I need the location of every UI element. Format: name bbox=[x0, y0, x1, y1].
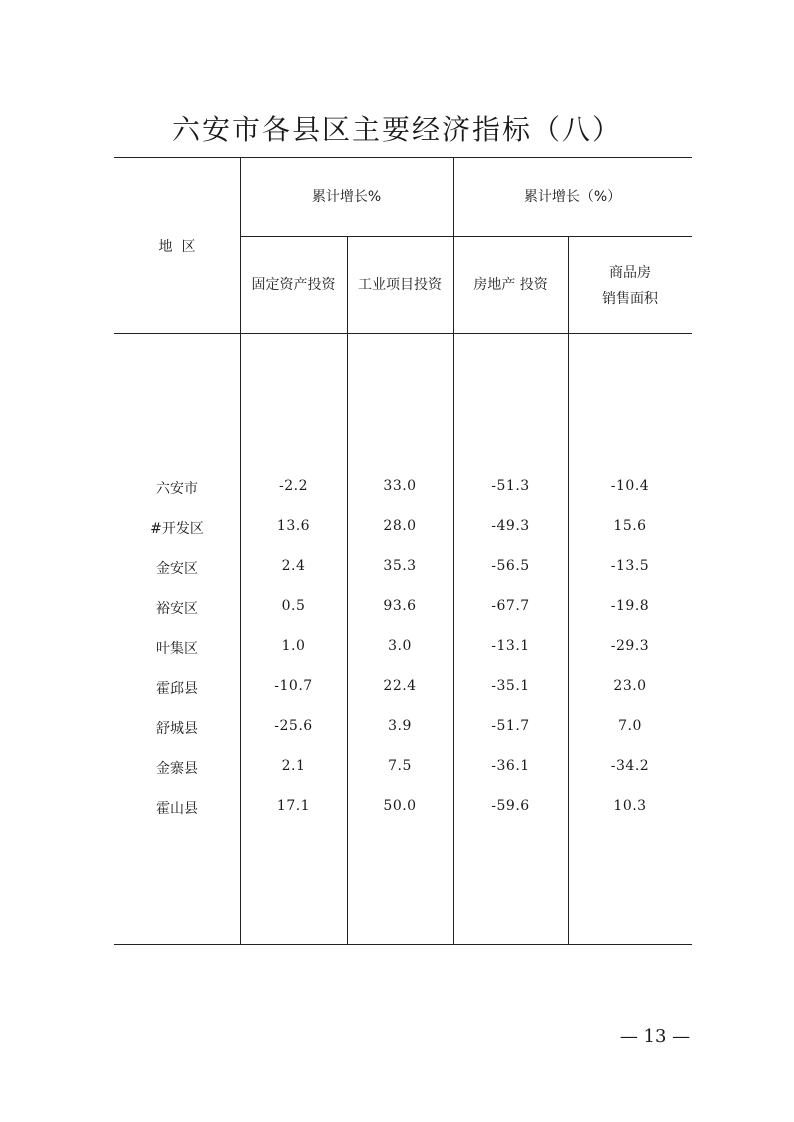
table-row-region: 金安区 bbox=[156, 561, 198, 577]
column-header-fixed-asset: 固定资产投资 bbox=[251, 277, 336, 293]
table-cell: 50.0 bbox=[383, 798, 417, 814]
column-header-real-estate: 房地产 投资 bbox=[473, 277, 548, 293]
table-cell: -13.1 bbox=[491, 638, 530, 654]
table-row-region: 六安市 bbox=[156, 481, 198, 497]
table-cell: -29.3 bbox=[610, 638, 650, 654]
table-top-rule bbox=[114, 157, 692, 158]
table-cell: -10.7 bbox=[274, 678, 313, 694]
column-divider-1 bbox=[347, 236, 348, 945]
table-cell: 1.0 bbox=[281, 638, 306, 654]
table-row-region: 霍邱县 bbox=[156, 681, 198, 697]
table-cell: -2.2 bbox=[279, 478, 308, 494]
table-row-region: #开发区 bbox=[150, 521, 204, 537]
table-cell: 2.4 bbox=[281, 558, 306, 574]
table-cell: -51.3 bbox=[491, 478, 530, 494]
table-bottom-rule bbox=[114, 944, 692, 945]
table-cell: -49.3 bbox=[491, 518, 530, 534]
table-cell: -10.4 bbox=[610, 478, 650, 494]
group-header-rule bbox=[240, 236, 692, 237]
header-bottom-rule bbox=[114, 333, 692, 334]
table-cell: -34.2 bbox=[610, 758, 650, 774]
page-number: — 13 — bbox=[619, 1026, 691, 1047]
table-cell: -25.6 bbox=[274, 718, 313, 734]
table-cell: -59.6 bbox=[491, 798, 530, 814]
table-cell: 17.1 bbox=[276, 798, 311, 814]
group-header-2: 累计增长（%） bbox=[523, 189, 622, 205]
table-cell: -51.7 bbox=[491, 718, 530, 734]
table-cell: 13.6 bbox=[276, 518, 311, 534]
table-row-region: 霍山县 bbox=[156, 801, 198, 817]
table-cell: 23.0 bbox=[613, 678, 647, 694]
table-cell: 0.5 bbox=[281, 598, 306, 614]
table-cell: -56.5 bbox=[491, 558, 530, 574]
table-cell: 7.0 bbox=[618, 718, 642, 734]
table-cell: -19.8 bbox=[610, 598, 650, 614]
table-row-region: 舒城县 bbox=[156, 721, 198, 737]
table-cell: 2.1 bbox=[281, 758, 306, 774]
table-cell: -67.7 bbox=[491, 598, 530, 614]
table-cell: 93.6 bbox=[383, 598, 417, 614]
table-cell: 3.0 bbox=[388, 638, 412, 654]
table-cell: -36.1 bbox=[491, 758, 530, 774]
page-title: 六安市各县区主要经济指标（八） bbox=[171, 113, 622, 146]
region-header: 地 区 bbox=[158, 239, 196, 255]
table-row-region: 金寨县 bbox=[156, 761, 198, 777]
table-cell: 35.3 bbox=[383, 558, 417, 574]
table-cell: -13.5 bbox=[610, 558, 650, 574]
table-cell: 10.3 bbox=[613, 798, 647, 814]
table-cell: -35.1 bbox=[491, 678, 530, 694]
column-divider-3 bbox=[568, 236, 569, 945]
column-header-housing-sales: 商品房 销售面积 bbox=[602, 265, 658, 307]
table-row-region: 叶集区 bbox=[156, 641, 198, 657]
table-cell: 33.0 bbox=[383, 478, 417, 494]
table-cell: 3.9 bbox=[388, 718, 412, 734]
table-cell: 15.6 bbox=[613, 518, 647, 534]
table-cell: 22.4 bbox=[383, 678, 417, 694]
table-cell: 7.5 bbox=[388, 758, 412, 774]
table-cell: 28.0 bbox=[383, 518, 417, 534]
group-header-1: 累计增长% bbox=[311, 189, 382, 205]
column-header-industrial: 工业项目投资 bbox=[358, 277, 442, 293]
table-row-region: 裕安区 bbox=[156, 601, 198, 617]
